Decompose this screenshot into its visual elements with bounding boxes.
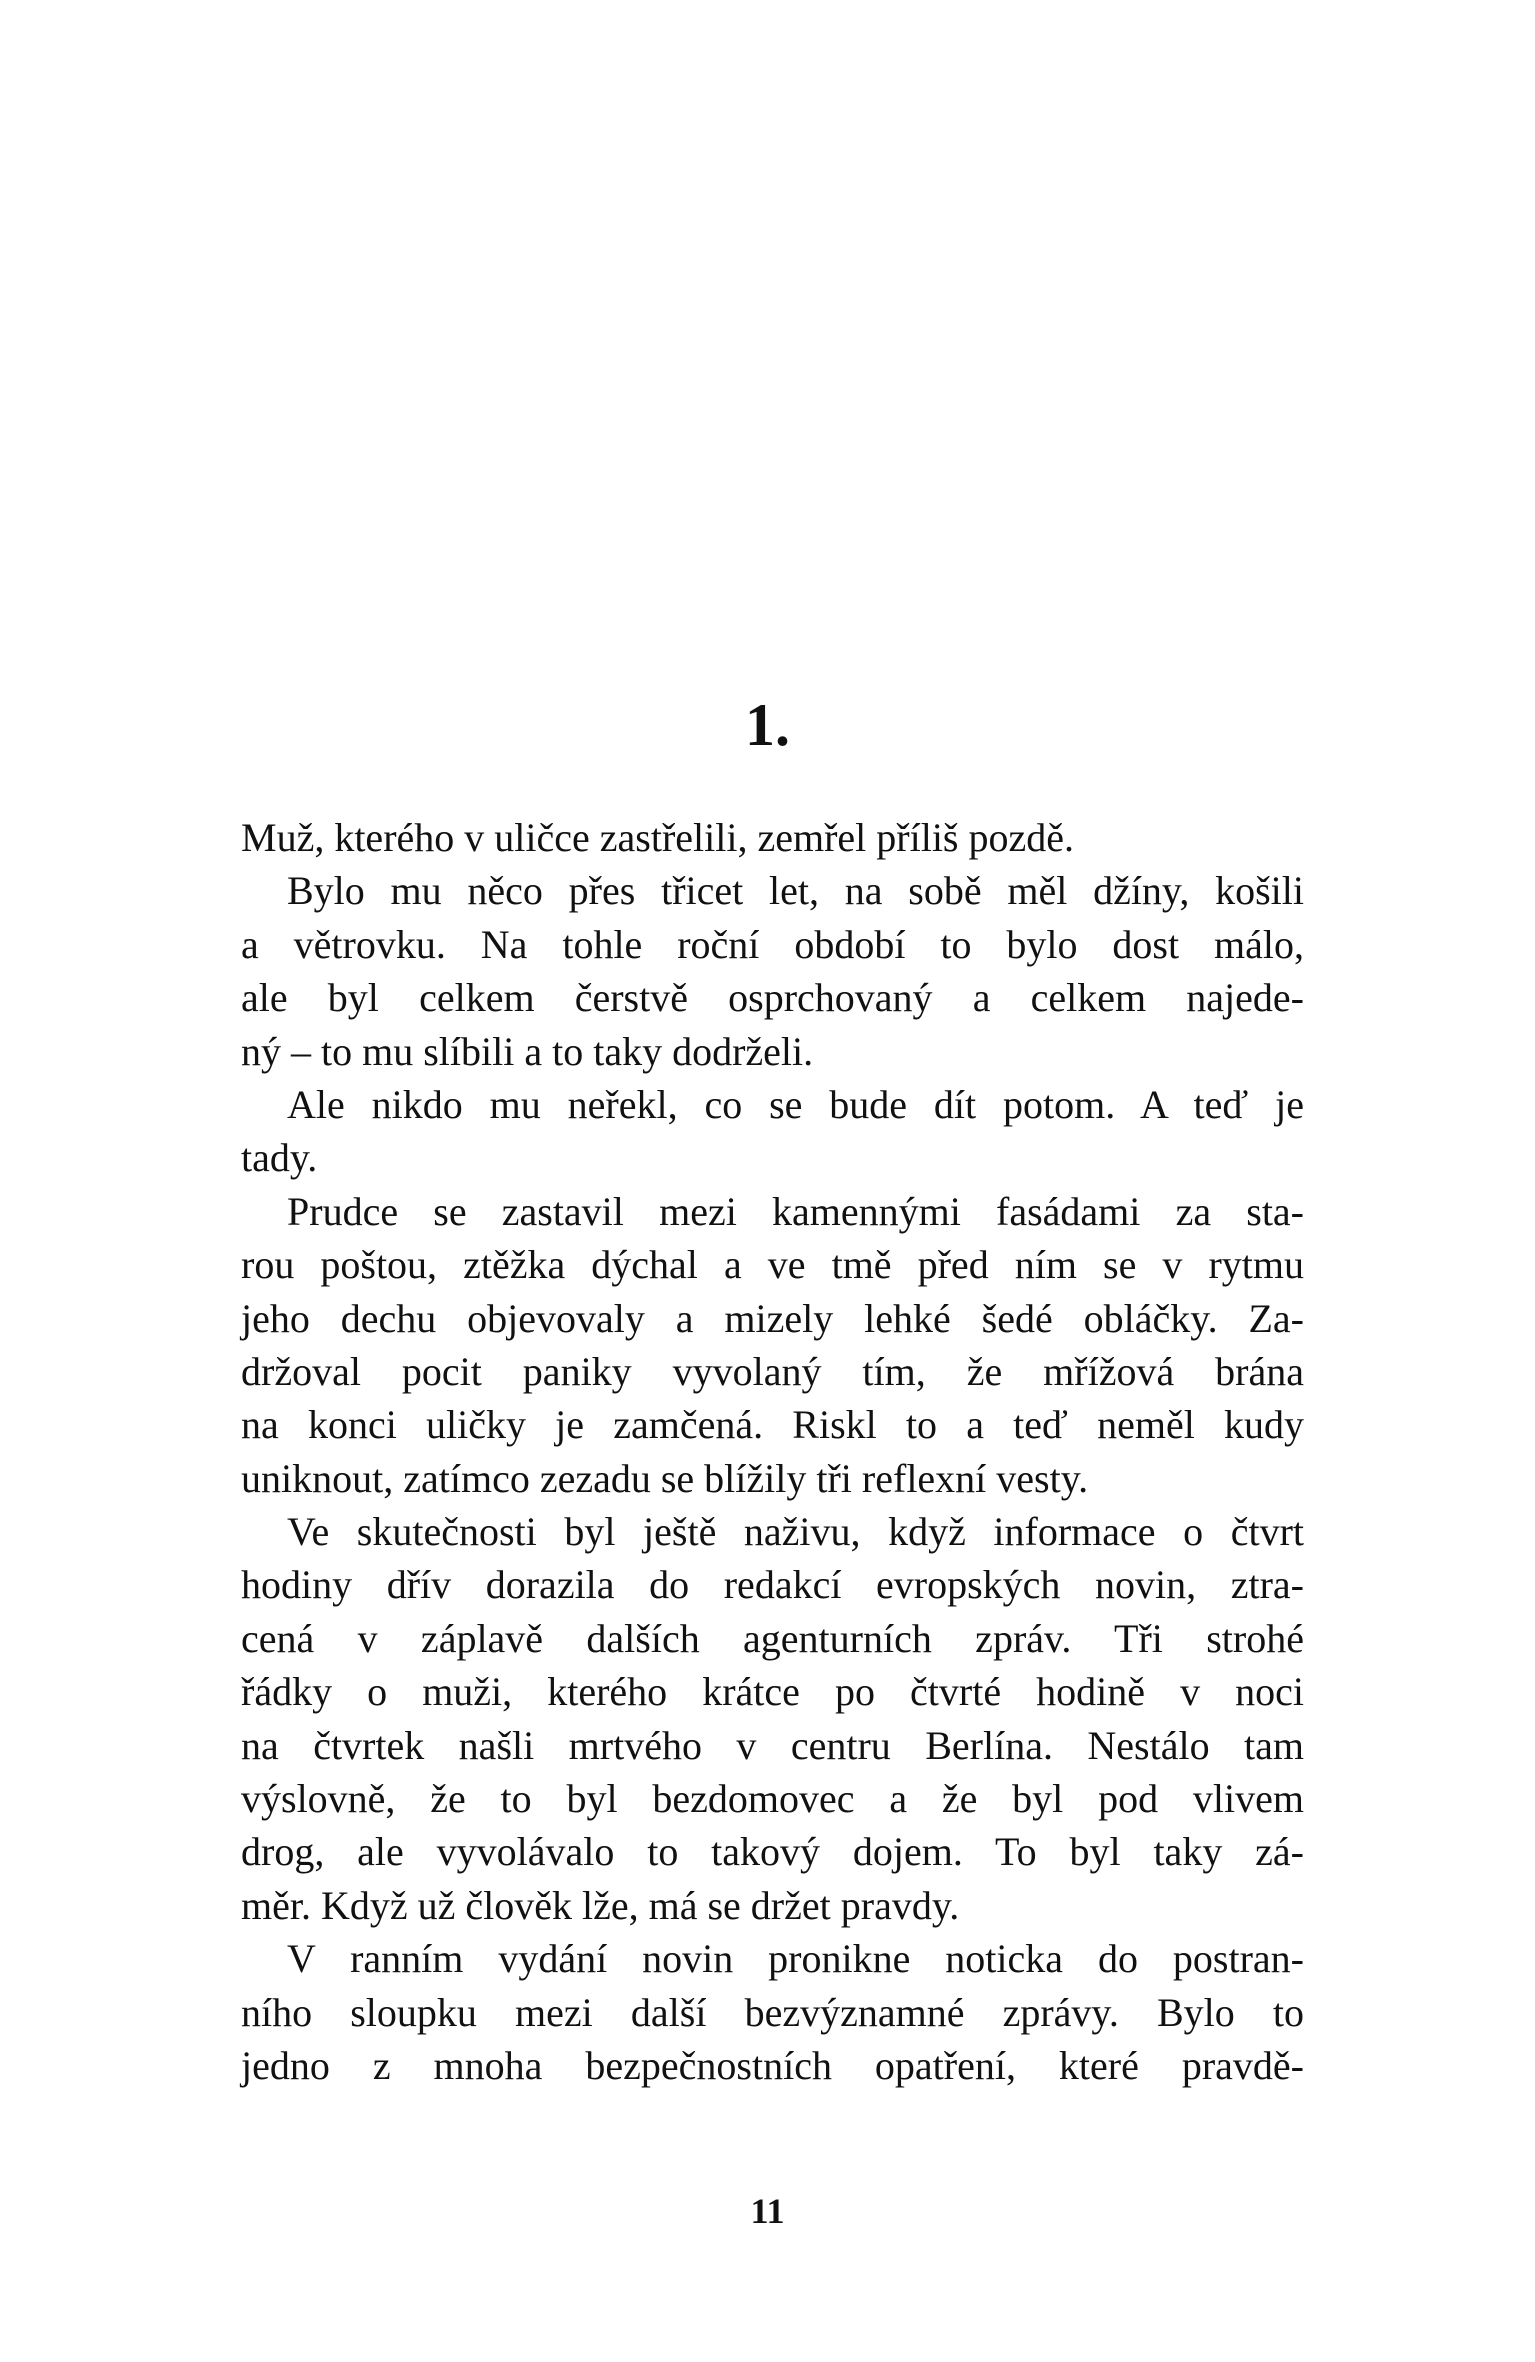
text-line: řádky o muži, kterého krátce po čtvrté hodině v noci xyxy=(241,1669,1304,1715)
body-text xyxy=(241,811,1304,2092)
text-line: Muž, kterého v uličce zastřelili, zemřel příliš pozdě. xyxy=(241,815,1075,860)
text-line: ale byl celkem čerstvě osprchovaný a celkem najede- xyxy=(241,975,1304,1021)
text-line: Ve skutečnosti byl ještě naživu, když informace o čtvrt xyxy=(287,1509,1304,1555)
text-line: výslovně, že to byl bezdomovec a že byl pod vlivem xyxy=(241,1776,1304,1822)
text-line: Bylo mu něco přes třicet let, na sobě měl džíny, košili xyxy=(287,868,1304,914)
text-line: uniknout, zatímco zezadu se blížily tři reflexní vesty. xyxy=(241,1455,1089,1501)
text-line: drog, ale vyvolávalo to takový dojem. To byl taky zá- xyxy=(241,1829,1304,1875)
text-line: tady. xyxy=(241,1135,318,1181)
text-line: hodiny dřív dorazila do redakcí evropských novin, ztra- xyxy=(241,1562,1304,1608)
text-line: držoval pocit paniky vyvolaný tím, že mřížová brána xyxy=(241,1348,1304,1394)
text-line: ního sloupku mezi další bezvýznamné zprávy. Bylo to xyxy=(241,1989,1304,2035)
text-line: a větrovku. Na tohle roční období to bylo dost málo, xyxy=(241,921,1304,967)
text-line: V ranním vydání novin pronikne noticka do postran- xyxy=(287,1936,1304,1982)
text-line: měr. Když už člověk lže, má se držet pravdy. xyxy=(241,1882,960,1928)
text-line: cená v záplavě dalších agenturních zpráv. Tři strohé xyxy=(241,1615,1304,1661)
text-line: Ale nikdo mu neřekl, co se bude dít potom. A teď je xyxy=(287,1081,1304,1127)
text-line: na konci uličky je zamčená. Riskl to a teď neměl kudy xyxy=(241,1402,1304,1448)
text-line: na čtvrtek našli mrtvého v centru Berlína. Nestálo tam xyxy=(241,1722,1304,1768)
text-line: jeho dechu objevovaly a mizely lehké šedé obláčky. Za- xyxy=(241,1295,1304,1341)
text-line: Prudce se zastavil mezi kamennými fasádami za sta- xyxy=(287,1188,1304,1234)
page-number: 11 xyxy=(750,2191,785,2231)
text-line: jedno z mnoha bezpečnostních opatření, které pravdě- xyxy=(241,2042,1304,2088)
text-line: rou poštou, ztěžka dýchal a ve tmě před ním se v rytmu xyxy=(241,1242,1304,1288)
chapter-heading: 1. xyxy=(745,692,790,758)
text-line: ný – to mu slíbili a to taky dodrželi. xyxy=(241,1028,814,1074)
